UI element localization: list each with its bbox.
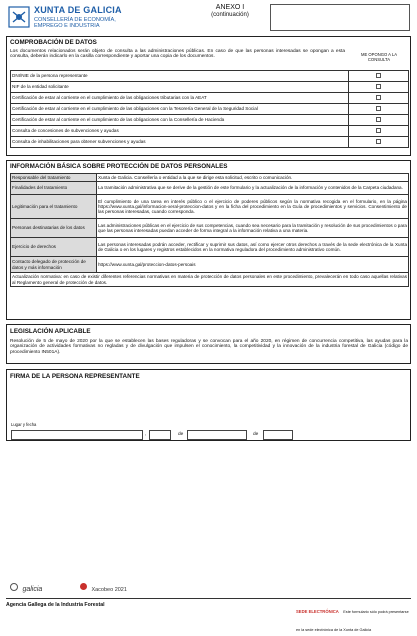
de-separator-2: de xyxy=(253,432,259,437)
oppose-checkbox[interactable] xyxy=(376,117,381,122)
docs-table xyxy=(10,70,409,148)
privacy-row xyxy=(11,195,409,219)
footer-rule xyxy=(6,598,411,599)
docs-row-label: Consulta de concesiones de subvenciones y ayudas xyxy=(11,126,349,137)
galicia-wave-icon xyxy=(10,583,18,591)
legislation-text: Resolución de 5 de mayo de 2020 por la que se establecen las bases reguladoras y se convocan para el año 2020, en régimen de concurrencia competitiva, las ayudas para la organización de actividades formativas no regladas y de divulgación que impulsen el conocimiento, la competitividad y la innovación de la industria forestal de Galicia (código de procedimiento IN501A). xyxy=(10,339,408,355)
annex-subtitle: (continuación) xyxy=(211,12,249,18)
docs-row xyxy=(11,93,409,104)
privacy-row-value: Xunta de Galicia. Consellería o entidad a la que se dirige esta solicitud, escrito o comunicación. xyxy=(97,174,409,182)
oppose-cell xyxy=(349,104,409,115)
legislation-section-title: LEGISLACIÓN APLICABLE xyxy=(10,328,91,335)
oppose-header: ME OPONGO A LA CONSULTA xyxy=(360,52,398,62)
oppose-cell xyxy=(349,71,409,82)
oppose-checkbox[interactable] xyxy=(376,128,381,133)
comma-separator: , xyxy=(145,432,147,437)
docs-row-label: NIF de la entidad solicitante xyxy=(11,82,349,93)
oppose-cell xyxy=(349,82,409,93)
privacy-row-label: Legitimación para el tratamiento xyxy=(11,195,97,219)
oppose-checkbox[interactable] xyxy=(376,139,381,144)
sede-label: SEDE ELECTRÓNICA xyxy=(296,609,339,614)
oppose-checkbox[interactable] xyxy=(376,73,381,78)
docs-row xyxy=(11,137,409,148)
galicia-logo-text: galicia xyxy=(22,586,43,593)
xunta-logo xyxy=(7,6,31,28)
xacobeo-logo-text: Xacobeo 2021 xyxy=(91,587,127,593)
privacy-row xyxy=(11,182,409,195)
year-field[interactable] xyxy=(263,430,293,440)
docs-row-label: Certificación de estar al corriente en el cumplimiento de las obligaciones con la Tesorería General de la Seguridad Social xyxy=(11,104,349,115)
galicia-logo xyxy=(10,578,42,596)
oppose-cell xyxy=(349,93,409,104)
place-field[interactable] xyxy=(11,430,143,440)
department-line-1: CONSELLERÍA DE ECONOMÍA, xyxy=(34,17,116,23)
org-name: XUNTA DE GALICIA xyxy=(34,5,122,15)
docs-row-label: Certificación de estar al corriente en el cumplimiento de las obligaciones con la Consellería de Hacienda xyxy=(11,115,349,126)
privacy-row-label: Finalidades del tratamiento xyxy=(11,182,97,195)
docs-row xyxy=(11,115,409,126)
oppose-cell xyxy=(349,126,409,137)
privacy-table xyxy=(10,173,409,287)
privacy-row-label: Contacto delegado de protección de datos y más información xyxy=(11,257,97,273)
docs-row xyxy=(11,126,409,137)
oppose-cell xyxy=(349,115,409,126)
signature-section-title: FIRMA DE LA PERSONA REPRESENTANTE xyxy=(10,373,140,380)
privacy-row-label: Personas destinatarias de los datos xyxy=(11,219,97,238)
privacy-row-label: Ejercicio de derechos xyxy=(11,238,97,257)
sede-text: Este formulario sólo podrá presentarse en la sede electrónica de la Xunta de Galicia xyxy=(296,610,409,632)
xacobeo-logo xyxy=(80,578,127,596)
oppose-checkbox[interactable] xyxy=(376,84,381,89)
xacobeo-icon xyxy=(80,583,87,590)
docs-row-label: DNI/NIE de la persona representante xyxy=(11,71,349,82)
sede-electronica xyxy=(296,600,412,636)
agency-name: Agencia Gallega de la Industria Forestal xyxy=(6,602,105,608)
department-line-2: EMPREGO E INDUSTRIA xyxy=(34,23,100,29)
month-field[interactable] xyxy=(187,430,247,440)
docs-row xyxy=(11,71,409,82)
privacy-row xyxy=(11,174,409,182)
docs-section-title: COMPROBACIÓN DE DATOS xyxy=(10,39,97,46)
oppose-checkbox[interactable] xyxy=(376,95,381,100)
header-box xyxy=(270,4,410,31)
legislation-section xyxy=(6,324,411,364)
privacy-row-value: El cumplimiento de una tarea en interés público o el ejercicio de poderes públicos según la normativa recogida en el formulario, en la página https://www.xunta.gal/informacion-xeral-proteccion-datos y en la ficha del procedimiento en la Guía de procedimientos y servicios. Consentimiento de las personas interesadas, cuando corresponda. xyxy=(97,195,409,219)
docs-row xyxy=(11,104,409,115)
docs-section-intro: Los documentos relacionados serán objeto de consulta a las administraciones públicas. En caso de que las personas interesadas se opongan a esta consulta, deberán indicarlo en la casilla correspondiente y aportar una copia de los documentos. xyxy=(10,49,345,60)
signature-section xyxy=(6,369,411,441)
place-date-label: Lugar y fecha xyxy=(11,422,37,427)
privacy-row xyxy=(11,257,409,273)
docs-row-label: Consulta de inhabilitaciones para obtener subvenciones y ayudas xyxy=(11,137,349,148)
annex-title: ANEXO I xyxy=(215,4,245,11)
privacy-row-value: La tramitación administrativa que se derive de la gestión de este formulario y la actualización de la información y contenidos de la Carpeta ciudadana. xyxy=(97,182,409,195)
docs-row xyxy=(11,82,409,93)
privacy-section-title: INFORMACIÓN BÁSICA SOBRE PROTECCIÓN DE DATOS PERSONALES xyxy=(10,163,228,170)
docs-row-label: Certificación de estar al corriente en el cumplimiento de las obligaciones tributarias con la AEAT xyxy=(11,93,349,104)
day-field[interactable] xyxy=(149,430,171,440)
privacy-row-label: Responsable del tratamiento xyxy=(11,174,97,182)
de-separator-1: de xyxy=(178,432,184,437)
docs-section xyxy=(6,36,411,156)
xunta-crest-icon xyxy=(7,6,31,28)
oppose-cell xyxy=(349,137,409,148)
privacy-row-value: Las personas interesadas podrán acceder, rectificar y suprimir sus datos, así como ejercer otros derechos a través de la sede electrónica de la Xunta de Galicia o en los lugares y registros establecidos en la normativa reguladora del procedimiento administrativo común. xyxy=(97,238,409,257)
privacy-row-value[interactable]: https://www.xunta.gal/proteccion-datos-persoais xyxy=(97,257,409,273)
privacy-row xyxy=(11,238,409,257)
privacy-footer-note: Actualización normativa: en caso de existir diferentes referencias normativas en materia de protección de datos personales en este procedimiento, prevalecerán en todo caso aquellas relativas al Reglamento general de protección de datos. xyxy=(12,274,407,285)
privacy-row xyxy=(11,219,409,238)
privacy-section xyxy=(6,160,411,320)
oppose-checkbox[interactable] xyxy=(376,106,381,111)
privacy-row-value: Las administraciones públicas en el ejercicio de sus competencias, cuando sea necesario para la tramitación y resolución de sus procedimientos o para que las personas interesadas puedan acceder de forma integral a la información relativa a una materia. xyxy=(97,219,409,238)
privacy-footer-row xyxy=(11,273,409,287)
